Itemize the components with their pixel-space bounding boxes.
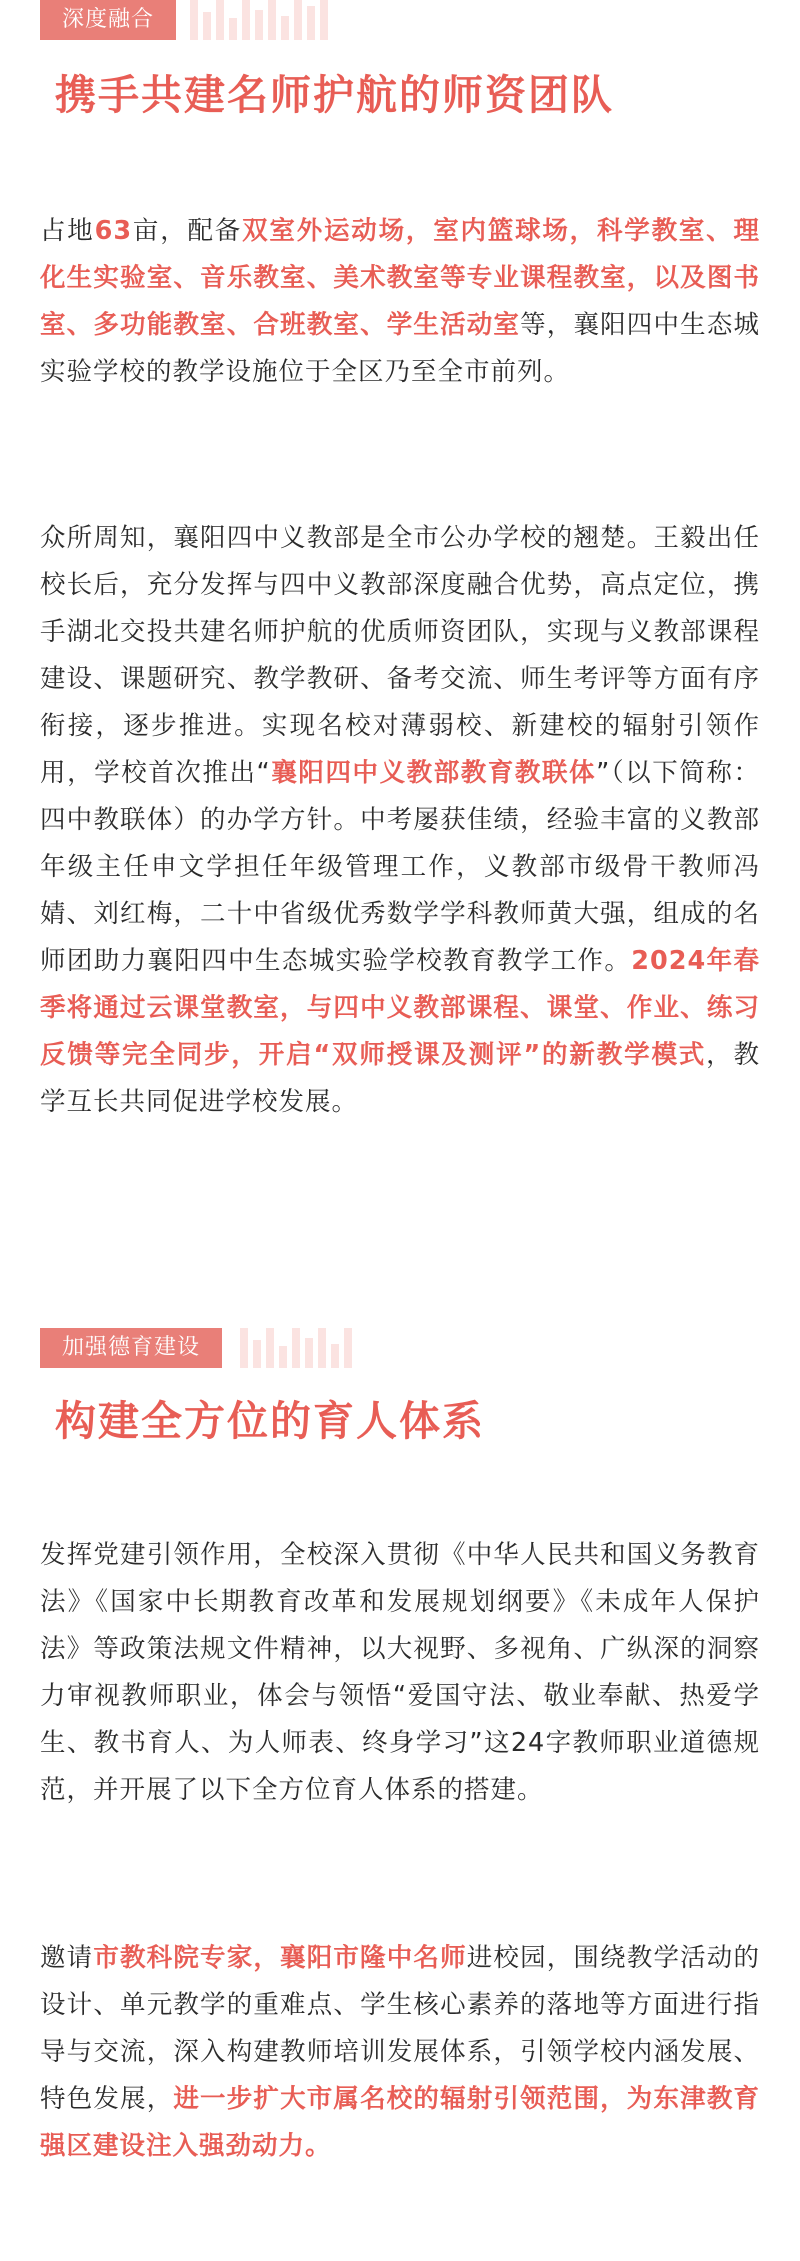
section-tag: 加强德育建设 (40, 1328, 222, 1368)
section-tag-wrapper (40, 0, 340, 44)
paragraph-teaching-team: 众所周知，襄阳四中义教部是全市公办学校的翘楚。王毅出任校长后，充分发挥与四中义教部深度融合优势，高点定位，携手湖北交投共建名师护航的优质师资团队，实现与义教部课程建设、课题研究、教学教研、备考交流、师生考评等方面有序衔接，逐步推进。实现名校对薄弱校、新建校的辐射引领作用，学校首次推出“襄阳四中义教部教育教联体”（以下简称：四中教联体）的办学方针。中考屡获佳绩，经验丰富的义教部年级主任申文学担任年级管理工作，义教部市级骨干教师冯婧、刘红梅，二十中省级优秀数学学科教师黄大强，组成的名师团助力襄阳四中生态城实验学校教育教学工作。2024年春季将通过云课堂教室，与四中义教部课程、课堂、作业、练习反馈等完全同步，开启“双师授课及测评”的新教学模式，教学互长共同促进学校发展。 (40, 523, 760, 1117)
decorative-bars (190, 0, 340, 40)
highlight-alliance: 襄阳四中义教部教育教联体 (270, 758, 597, 788)
decorative-bars (240, 1328, 390, 1368)
highlight-facilities: 双室外运动场，室内篮球场，科学教室、理化生实验室、音乐教室、美术教室等专业课程教室，以及图书室、多功能教室、合班教室、学生活动室 (40, 216, 760, 340)
section-tag: 深度融合 (40, 0, 176, 40)
section-title: 携手共建名师护航的师资团队 (55, 71, 614, 119)
paragraph-party-building: 发挥党建引领作用，全校深入贯彻《中华人民共和国义务教育法》《国家中长期教育改革和发展规划纲要》《未成年人保护法》等政策法规文件精神，以大视野、多视角、广纵深的洞察力审视教师职业，体会与领悟“爱国守法、敬业奉献、热爱学生、教书育人、为人师表、终身学习”这24字教师职业道德规范，并开展了以下全方位育人体系的搭建。 (40, 1540, 760, 1805)
section-tag-wrapper (40, 1328, 340, 1372)
highlight-experts: 市教科院专家，襄阳市隆中名师 (93, 1943, 467, 1973)
highlight-cloud-classroom: 2024年春季将通过云课堂教室，与四中义教部课程、课堂、作业、练习反馈等完全同步，开启“双师授课及测评”的新教学模式 (40, 946, 760, 1070)
paragraph-experts: 邀请市教科院专家，襄阳市隆中名师进校园，围绕教学活动的设计、单元教学的重难点、学生核心素养的落地等方面进行指导与交流，深入构建教师培训发展体系，引领学校内涵发展、特色发展，进一步扩大市属名校的辐射引领范围，为东津教育强区建设注入强劲动力。 (40, 1943, 760, 2161)
highlight-area: 63 (94, 216, 133, 246)
section-title: 构建全方位的育人体系 (55, 1397, 485, 1445)
highlight-influence: 进一步扩大市属名校的辐射引领范围，为东津教育强区建设注入强劲动力。 (40, 2084, 760, 2161)
paragraph-facilities: 占地63亩，配备双室外运动场，室内篮球场，科学教室、理化生实验室、音乐教室、美术教室等专业课程教室，以及图书室、多功能教室、合班教室、学生活动室等，襄阳四中生态城实验学校的教学设施位于全区乃至全市前列。 (40, 216, 760, 387)
